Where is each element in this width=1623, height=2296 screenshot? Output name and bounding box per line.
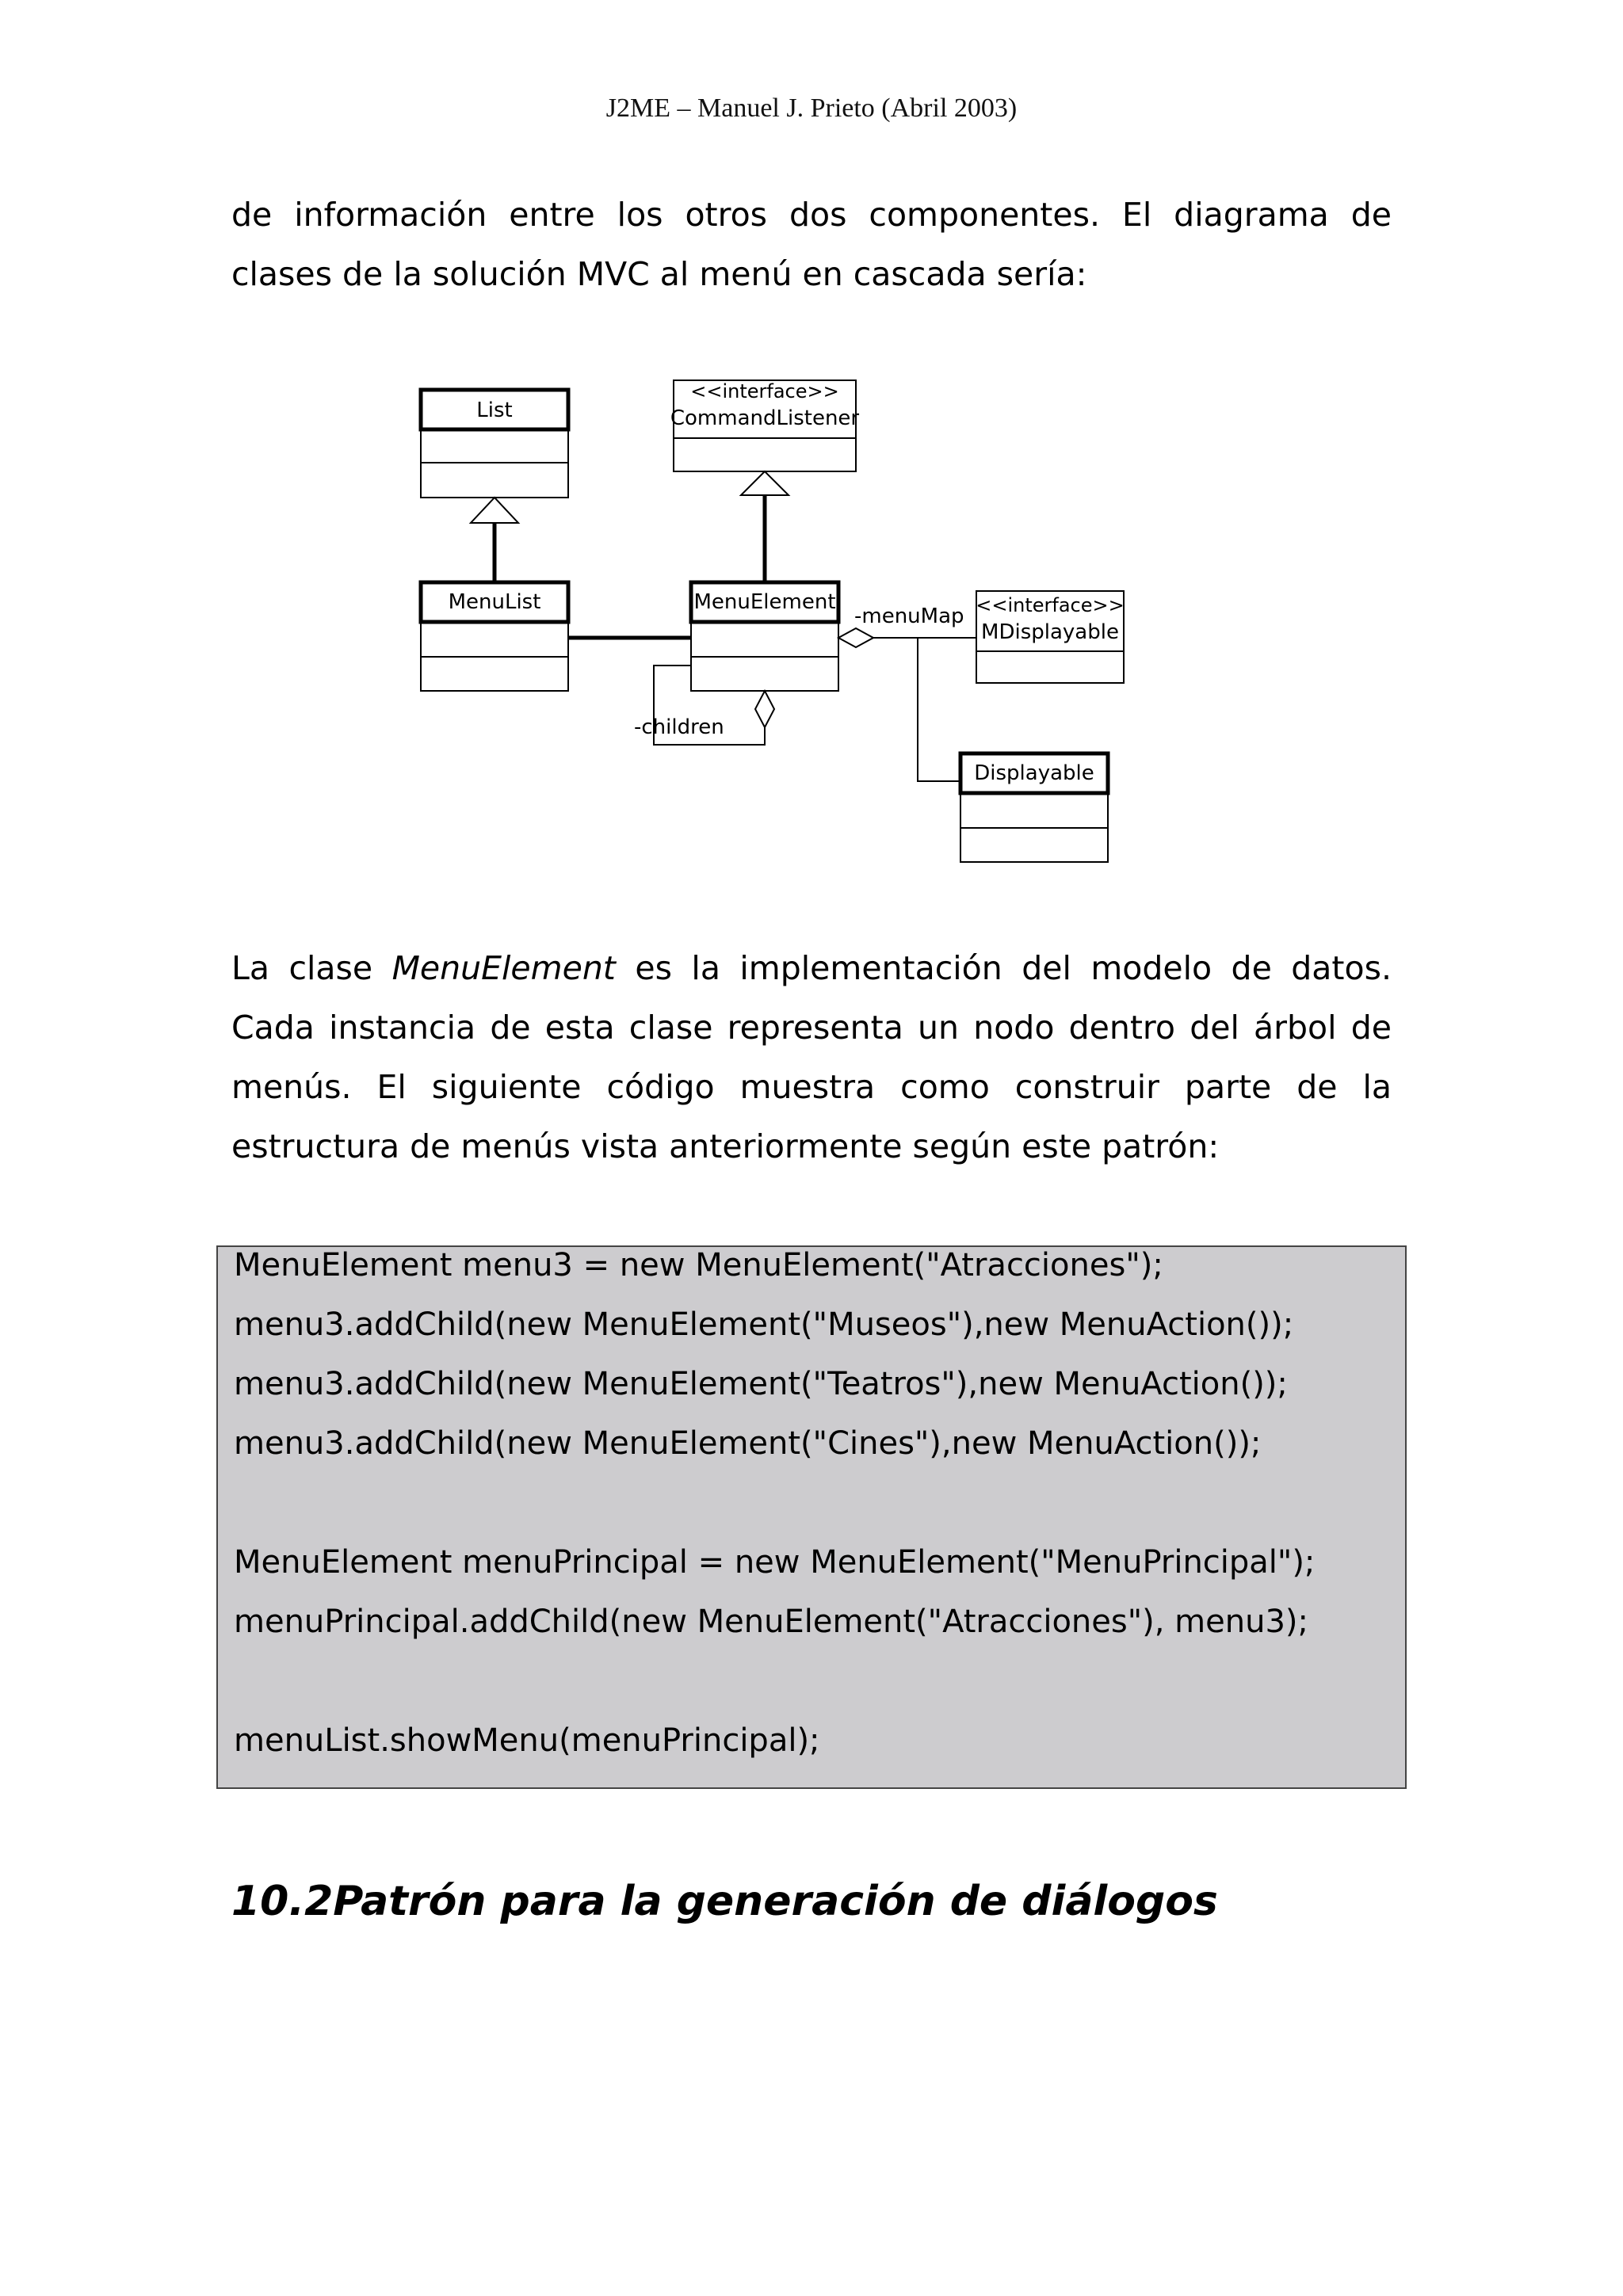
- menulist-class-name: MenuList: [448, 590, 541, 614]
- code-line: MenuElement menuPrincipal = new MenuElement("MenuPrincipal");: [234, 1544, 1316, 1581]
- intro-line: clases de la solución MVC al menú en cascada sería:: [231, 255, 1087, 293]
- displayable-link-line: [918, 638, 960, 781]
- intro-paragraph: [231, 185, 1392, 304]
- code-line: menuList.showMenu(menuPrincipal);: [234, 1722, 820, 1759]
- page-header: J2ME – Manuel J. Prieto (Abril 2003): [605, 93, 1018, 123]
- menumap-role-label: -menuMap: [854, 605, 964, 628]
- displayable-class-name: Displayable: [974, 761, 1094, 785]
- code-line: menu3.addChild(new MenuElement("Cines"),new MenuAction());: [234, 1425, 1262, 1462]
- body-text: es la implementación del modelo de datos.: [615, 949, 1392, 987]
- body-line: estructura de menús vista anteriormente según este patrón:: [231, 1127, 1220, 1165]
- command-listener-class-name: CommandListener: [670, 406, 860, 430]
- command-listener-stereotype: <<interface>>: [690, 380, 839, 402]
- list-class-name: List: [476, 399, 513, 422]
- generalization-arrowhead: [471, 498, 518, 523]
- uml-class-diagram: [396, 357, 1157, 879]
- aggregation-diamond: [838, 628, 873, 647]
- menuelement-class-name: MenuElement: [693, 590, 836, 614]
- code-listing: [216, 1245, 1407, 1789]
- code-line: MenuElement menu3 = new MenuElement("Atracciones");: [234, 1247, 1163, 1283]
- mdisplayable-stereotype: <<interface>>: [976, 594, 1125, 616]
- intro-line: de información entre los otros dos componentes. El diagrama de: [231, 196, 1392, 234]
- code-line: menu3.addChild(new MenuElement("Teatros"),new MenuAction());: [234, 1366, 1288, 1402]
- class-name-emphasis: MenuElement: [391, 949, 616, 987]
- realization-arrowhead: [741, 471, 789, 495]
- children-aggregation-diamond: [755, 691, 774, 727]
- body-line: menús. El siguiente código muestra como construir parte de la: [231, 1068, 1392, 1106]
- body-line: [231, 939, 1392, 998]
- body-text: La clase: [231, 949, 392, 987]
- body-line: Cada instancia de esta clase representa un nodo dentro del árbol de: [231, 1009, 1392, 1047]
- body-paragraph: [231, 939, 1392, 1177]
- code-line: menuPrincipal.addChild(new MenuElement("Atracciones"), menu3);: [234, 1604, 1308, 1640]
- code-line: menu3.addChild(new MenuElement("Museos"),new MenuAction());: [234, 1306, 1294, 1343]
- mdisplayable-class-name: MDisplayable: [981, 620, 1119, 644]
- children-role-label: -children: [634, 715, 724, 739]
- section-heading: 10.2Patrón para la generación de diálogos: [231, 1878, 1218, 1925]
